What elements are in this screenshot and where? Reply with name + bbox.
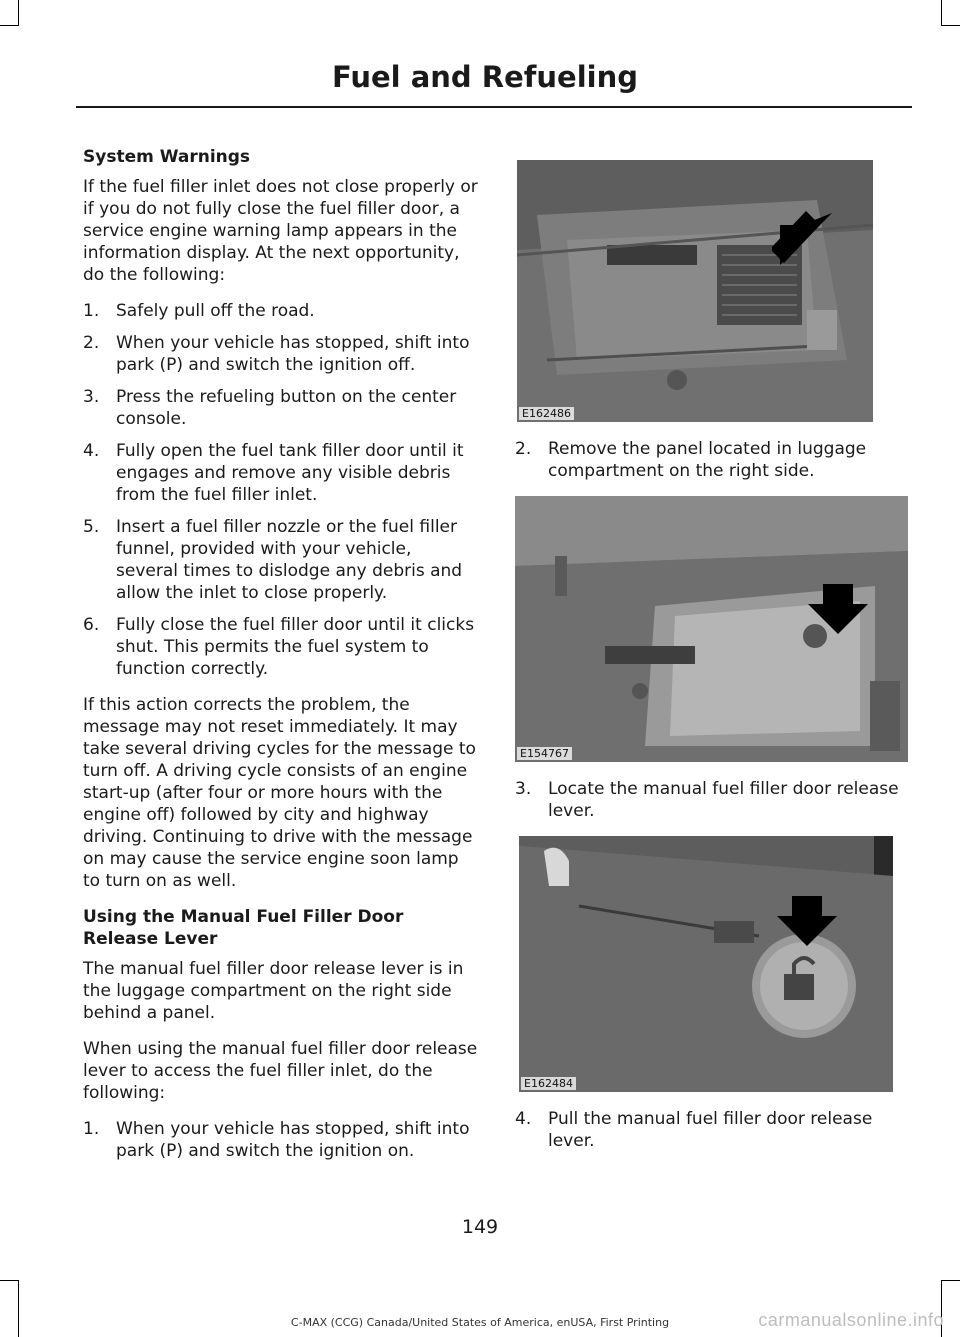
step-number: 2.: [83, 333, 100, 353]
step-text: Locate the manual fuel filler door release lever.: [548, 779, 899, 821]
step-text: When your vehicle has stopped, shift into park (P) and switch the ignition on.: [116, 1119, 470, 1161]
step-number: 1.: [83, 1119, 100, 1139]
figure-luggage-panel: [515, 496, 908, 762]
figure-code: E162486: [519, 407, 574, 420]
release-lever-usage-paragraph: When using the manual fuel filler door release lever to access the fuel filler inlet, do the following:: [83, 1039, 478, 1103]
figure-code: E162484: [521, 1077, 576, 1090]
crop-mark: [0, 25, 19, 26]
step-number: 4.: [515, 1109, 532, 1129]
right-step-4: [515, 1108, 915, 1152]
release-lever-location-paragraph: The manual fuel filler door release lever is in the luggage compartment on the right side behind a panel.: [83, 959, 464, 1023]
step-text: When your vehicle has stopped, shift into park (P) and switch the ignition off.: [116, 333, 470, 375]
crop-mark: [0, 1280, 19, 1281]
driving-cycle-paragraph: If this action corrects the problem, the message may not reset immediately. It may take several driving cycles for the message to turn off. A driving cycle consists of an engine start-up (after four or more hours with the engine off) followed by city and highway driving. Continuing to drive with the message on may cause the service engine soon lamp to turn on as well.: [83, 695, 476, 891]
crop-mark: [18, 0, 19, 26]
footer-printing-info: C-MAX (CCG) Canada/United States of America, enUSA, First Printing: [290, 1316, 670, 1329]
step-number: 5.: [83, 517, 100, 537]
crop-mark: [941, 25, 960, 26]
list-item: [83, 516, 478, 604]
header-divider: [76, 106, 912, 108]
step-text: Insert a fuel filler nozzle or the fuel filler funnel, provided with your vehicle, several times to dislodge any debris and allow the inlet to close properly.: [116, 517, 463, 603]
warning-steps-list: [83, 300, 478, 680]
arrow-icon: [772, 205, 842, 275]
step-number: 3.: [515, 779, 532, 799]
release-lever-illustration: [519, 836, 893, 1092]
list-item: [83, 386, 478, 430]
arrow-icon: [777, 896, 837, 946]
list-item: [83, 614, 478, 680]
figure-luggage-floor: [517, 160, 873, 422]
step-text: Fully close the fuel filler door until it clicks shut. This permits the fuel system to function correctly.: [116, 615, 475, 679]
right-step-2: [515, 438, 915, 482]
figure-release-lever: [519, 836, 893, 1092]
page-title: Fuel and Refueling: [331, 60, 638, 94]
step-number: 2.: [515, 439, 532, 459]
list-item: [515, 778, 915, 822]
watermark: carmanualsonline.info: [758, 1310, 944, 1330]
list-item: [83, 332, 478, 376]
step-text: Press the refueling button on the center console.: [116, 387, 457, 429]
step-number: 4.: [83, 441, 100, 461]
list-item: [515, 1108, 915, 1152]
list-item: [83, 300, 478, 322]
step-number: 1.: [83, 301, 100, 321]
crop-mark: [941, 1280, 960, 1281]
right-column: [515, 160, 915, 1166]
section-heading-manual-release: Using the Manual Fuel Filler Door Release Lever: [83, 907, 404, 949]
luggage-floor-illustration: [517, 160, 873, 422]
intro-paragraph: If the fuel filler inlet does not close properly or if you do not fully close the fuel filler door, a service engine warning lamp appears in the information display. At the next opportunity, do the following:: [83, 177, 478, 285]
arrow-icon: [808, 584, 868, 634]
list-item: [515, 438, 915, 482]
figure-code: E154767: [517, 747, 572, 760]
crop-mark: [941, 0, 942, 26]
left-column: [83, 146, 478, 1176]
step-text: Remove the panel located in luggage compartment on the right side.: [548, 439, 867, 481]
step-number: 6.: [83, 615, 100, 635]
manual-release-steps-list: [83, 1118, 478, 1162]
page-number: 149: [461, 1216, 499, 1238]
step-number: 3.: [83, 387, 100, 407]
step-text: Fully open the fuel tank filler door until it engages and remove any visible debris from the fuel filler inlet.: [116, 441, 464, 505]
step-text: Pull the manual fuel filler door release lever.: [548, 1109, 873, 1151]
list-item: [83, 440, 478, 506]
right-step-3: [515, 778, 915, 822]
step-text: Safely pull off the road.: [116, 301, 315, 321]
list-item: [83, 1118, 478, 1162]
section-heading-system-warnings: System Warnings: [83, 147, 251, 167]
